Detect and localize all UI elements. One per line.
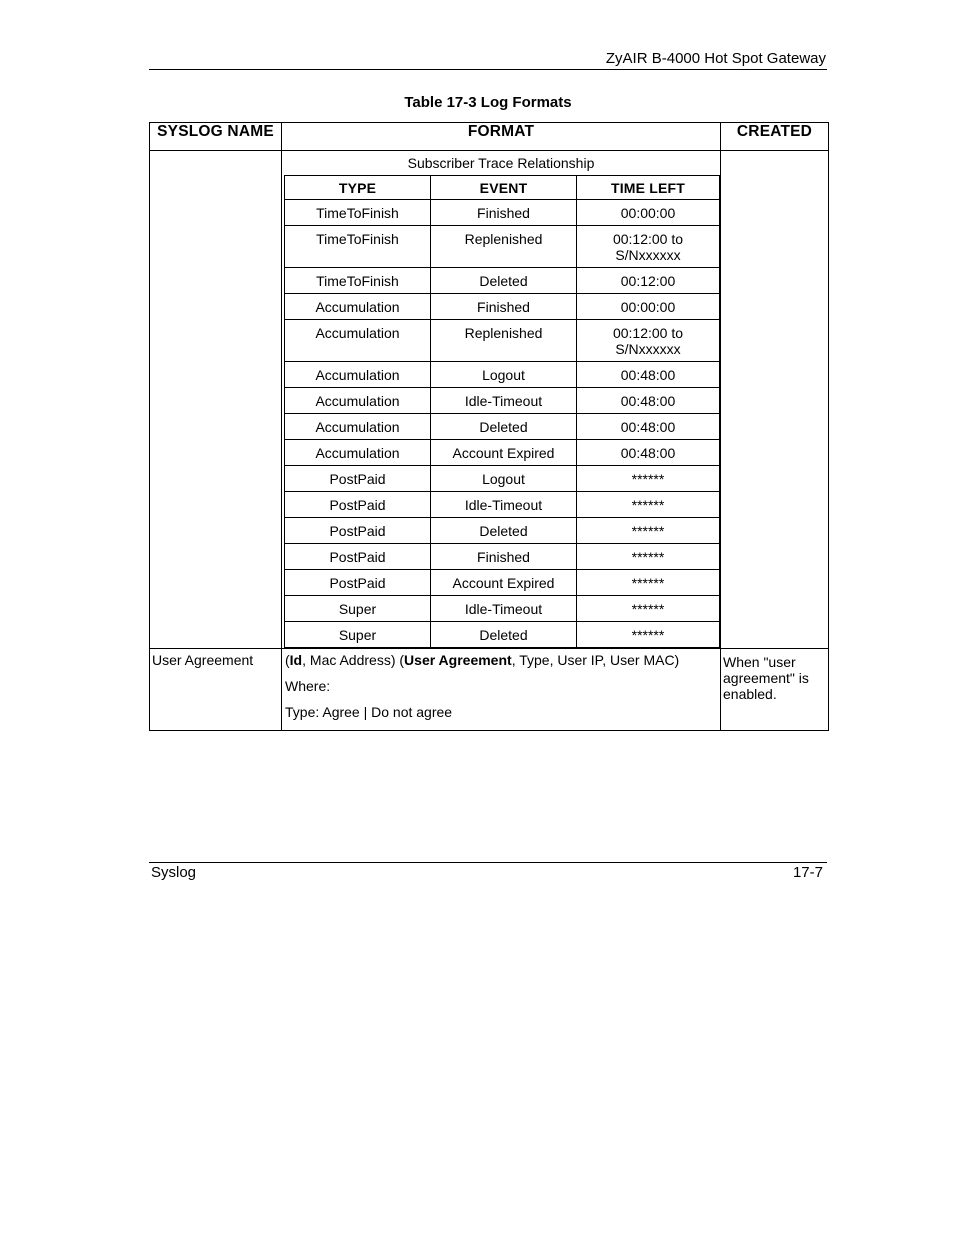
type-cell — [285, 320, 431, 362]
type-cell-text: Accumulation — [315, 325, 400, 341]
event-cell — [431, 414, 577, 440]
event-cell — [431, 570, 577, 596]
time-left-cell-text: ****** — [631, 575, 665, 591]
type-cell-text: Accumulation — [315, 445, 400, 461]
time-left-cell — [577, 622, 720, 648]
subscriber-trace-row — [285, 622, 720, 648]
syslog-name-user-agreement: User Agreement — [150, 649, 282, 731]
time-left-cell — [577, 268, 720, 294]
time-left-cell-text: 00:48:00 — [620, 367, 676, 383]
subscriber-trace-row — [285, 518, 720, 544]
footer-rule — [149, 862, 827, 863]
time-left-cell-text: 00:00:00 — [620, 299, 676, 315]
subscriber-trace-header-row — [285, 176, 720, 200]
event-cell-text: Logout — [482, 367, 525, 383]
event-cell-text: Replenished — [464, 231, 543, 247]
type-cell-text: Accumulation — [315, 299, 400, 315]
type-cell — [285, 268, 431, 294]
time-left-cell — [577, 544, 720, 570]
event-cell — [431, 622, 577, 648]
column-header-format: FORMAT — [282, 123, 721, 151]
type-cell — [285, 518, 431, 544]
event-cell — [431, 492, 577, 518]
header-rule — [149, 69, 827, 70]
type-cell-text: PostPaid — [329, 471, 386, 487]
type-cell — [285, 200, 431, 226]
event-cell-text: Idle-Timeout — [464, 601, 543, 617]
user-agreement-format-cell — [282, 649, 721, 731]
subscriber-trace-row — [285, 294, 720, 320]
time-left-cell-text: ****** — [631, 523, 665, 539]
event-cell — [431, 268, 577, 294]
time-left-cell-text: ****** — [631, 549, 665, 565]
format-bold-user-agreement: User Agreement — [404, 652, 512, 668]
column-header-event: EVENT — [431, 176, 577, 200]
event-cell — [431, 320, 577, 362]
time-left-cell — [577, 466, 720, 492]
subscriber-trace-format-cell — [282, 151, 721, 649]
syslog-name-cell-empty — [150, 151, 282, 649]
time-left-cell — [577, 362, 720, 388]
type-cell — [285, 622, 431, 648]
subscriber-trace-row — [285, 570, 720, 596]
event-cell — [431, 466, 577, 492]
event-cell-text: Logout — [482, 471, 525, 487]
type-cell — [285, 440, 431, 466]
type-cell-text: TimeToFinish — [316, 205, 399, 221]
time-left-cell-text: 00:48:00 — [620, 419, 676, 435]
time-left-cell — [577, 200, 720, 226]
subscriber-trace-row — [285, 226, 720, 268]
time-left-cell-text: 00:48:00 — [620, 393, 676, 409]
user-agreement-format-line — [285, 652, 717, 669]
event-cell-text: Account Expired — [452, 575, 555, 591]
type-cell-text: PostPaid — [329, 523, 386, 539]
type-cell — [285, 362, 431, 388]
subscriber-trace-row — [285, 596, 720, 622]
subscriber-trace-row — [285, 492, 720, 518]
time-left-cell-text: ****** — [631, 601, 665, 617]
subscriber-trace-title: Subscriber Trace Relationship — [407, 155, 595, 171]
time-left-cell-text: 00:48:00 — [620, 445, 676, 461]
event-cell-text: Account Expired — [452, 445, 555, 461]
time-left-cell — [577, 294, 720, 320]
subscriber-trace-row — [285, 440, 720, 466]
type-cell — [285, 466, 431, 492]
time-left-cell — [577, 320, 720, 362]
table-row-user-agreement — [150, 649, 829, 731]
type-cell — [285, 388, 431, 414]
created-user-agreement: When "user agreement" is enabled. — [721, 649, 829, 731]
created-cell-empty — [721, 151, 829, 649]
time-left-cell — [577, 226, 720, 268]
subscriber-trace-row — [285, 414, 720, 440]
type-cell — [285, 596, 431, 622]
type-cell-text: TimeToFinish — [316, 231, 399, 247]
event-cell — [431, 200, 577, 226]
type-cell — [285, 570, 431, 596]
time-left-cell-text: ****** — [631, 471, 665, 487]
time-left-cell-text: ****** — [631, 497, 665, 513]
time-left-cell-text: 00:12:00 to — [612, 231, 684, 247]
user-agreement-where: Where: — [285, 678, 331, 694]
event-cell-text: Finished — [477, 205, 530, 221]
footer-section-name: Syslog — [151, 864, 197, 881]
type-cell-text: Super — [338, 601, 377, 617]
time-left-cell-text: 00:00:00 — [620, 205, 676, 221]
column-header-syslog-name: SYSLOG NAME — [150, 123, 282, 151]
event-cell — [431, 544, 577, 570]
format-text: ( — [285, 652, 290, 668]
subscriber-trace-row — [285, 200, 720, 226]
table-caption: Table 17-3 Log Formats — [404, 94, 572, 111]
event-cell — [431, 440, 577, 466]
type-cell — [285, 226, 431, 268]
type-cell — [285, 294, 431, 320]
event-cell-text: Idle-Timeout — [464, 497, 543, 513]
type-cell-text: Accumulation — [315, 393, 400, 409]
format-text: , Mac Address) ( — [302, 652, 405, 668]
time-left-cell — [577, 596, 720, 622]
type-cell-text: PostPaid — [329, 575, 386, 591]
type-cell-text: Super — [338, 627, 377, 643]
event-cell — [431, 226, 577, 268]
subscriber-trace-row — [285, 388, 720, 414]
format-bold-id: Id — [289, 652, 303, 668]
column-header-created: CREATED — [721, 123, 829, 151]
type-cell — [285, 544, 431, 570]
time-left-cell — [577, 518, 720, 544]
event-cell — [431, 518, 577, 544]
subscriber-trace-row — [285, 362, 720, 388]
time-left-cell-text: 00:12:00 to — [612, 325, 684, 341]
subscriber-trace-row — [285, 320, 720, 362]
event-cell-text: Idle-Timeout — [464, 393, 543, 409]
type-cell-text: Accumulation — [315, 367, 400, 383]
event-cell-text: Replenished — [464, 325, 543, 341]
type-cell-text: Accumulation — [315, 419, 400, 435]
page-header-title: ZyAIR B-4000 Hot Spot Gateway — [605, 50, 826, 67]
event-cell-text: Finished — [477, 549, 530, 565]
subscriber-trace-row — [285, 466, 720, 492]
event-cell — [431, 388, 577, 414]
time-left-cell-text: ****** — [631, 627, 665, 643]
time-left-cell-text-line2: S/Nxxxxxx — [615, 247, 681, 263]
format-text: , Type, User IP, User MAC) — [511, 652, 680, 668]
event-cell-text: Deleted — [479, 523, 528, 539]
log-formats-table — [149, 122, 829, 731]
type-cell — [285, 414, 431, 440]
time-left-cell — [577, 388, 720, 414]
table-row-subscriber-trace — [150, 151, 829, 649]
event-cell — [431, 362, 577, 388]
event-cell-text: Deleted — [479, 627, 528, 643]
table-header-row — [150, 123, 829, 151]
time-left-cell-text-line2: S/Nxxxxxx — [615, 341, 681, 357]
type-cell-text: PostPaid — [329, 497, 386, 513]
type-cell-text: PostPaid — [329, 549, 386, 565]
column-header-type: TYPE — [285, 176, 431, 200]
footer-page-number: 17-7 — [792, 864, 823, 881]
event-cell — [431, 294, 577, 320]
time-left-cell — [577, 414, 720, 440]
time-left-cell — [577, 440, 720, 466]
type-cell-text: TimeToFinish — [316, 273, 399, 289]
event-cell-text: Deleted — [479, 419, 528, 435]
time-left-cell — [577, 492, 720, 518]
column-header-time-left: TIME LEFT — [577, 176, 720, 200]
time-left-cell-text: 00:12:00 — [620, 273, 676, 289]
subscriber-trace-table — [284, 175, 720, 648]
time-left-cell — [577, 570, 720, 596]
event-cell-text: Finished — [477, 299, 530, 315]
event-cell-text: Deleted — [479, 273, 528, 289]
event-cell — [431, 596, 577, 622]
subscriber-trace-row — [285, 268, 720, 294]
user-agreement-type-line: Type: Agree | Do not agree — [285, 704, 453, 720]
subscriber-trace-row — [285, 544, 720, 570]
type-cell — [285, 492, 431, 518]
